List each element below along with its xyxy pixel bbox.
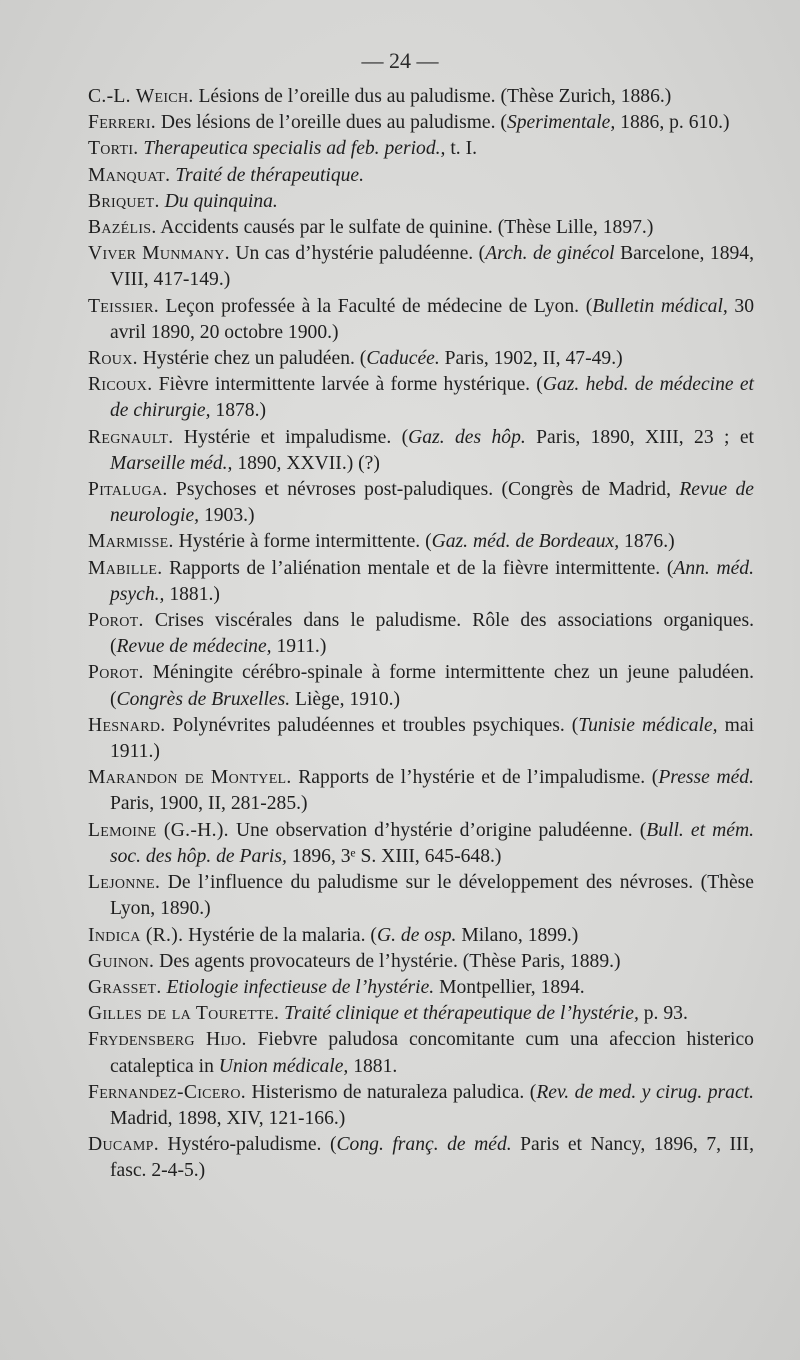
entry-author: Regnault.: [88, 426, 174, 448]
bibliography-entry: [88, 294, 754, 346]
entry-text: Hystérie et impaludisme. (: [173, 426, 409, 448]
bibliography-entry: [88, 346, 754, 372]
bibliography-list: [88, 84, 754, 1185]
bibliography-entry: [88, 765, 754, 817]
entry-title: Tunisie médicale,: [578, 714, 718, 736]
entry-text: Paris, 1902, II, 47-49.): [439, 348, 623, 370]
entry-author: Ferreri.: [88, 112, 156, 134]
entry-title: Gaz. hebd. de médecine et de chirurgie,: [110, 374, 754, 422]
entry-text: Hystérie de la malaria. (: [183, 924, 377, 946]
bibliography-entry: [88, 1080, 754, 1132]
entry-text: Hystérie à forme intermittente. (: [173, 531, 432, 553]
entry-author: Porot.: [88, 610, 144, 632]
bibliography-entry: [88, 975, 754, 1001]
bibliography-entry: [88, 136, 754, 162]
entry-text: Hystérie chez un paludéen. (: [137, 348, 367, 370]
entry-text: 1911.): [271, 636, 327, 658]
entry-text: Rapports de l’aliénation mentale et de la fièvre intermittente. (: [162, 557, 674, 579]
entry-title: G. de osp.: [376, 924, 457, 946]
entry-text: Crises viscérales dans le paludisme. Rôle des associations organiques. (: [110, 610, 754, 658]
entry-text: 1881.: [348, 1055, 398, 1077]
entry-author: Lejonne.: [88, 872, 161, 894]
entry-title: Cong. franç. de méd.: [336, 1134, 512, 1156]
entry-text: mai 1911.): [110, 714, 755, 763]
bibliography-entry: [88, 110, 754, 136]
entry-author: Torti.: [88, 138, 139, 160]
entry-author: Teissier.: [88, 295, 159, 317]
bibliography-entry: [88, 215, 754, 241]
entry-text: 1886, p. 610.): [615, 112, 730, 134]
entry-text: Fiebvre paludosa concomitante cum una afeccion histerico cataleptica in: [110, 1029, 754, 1077]
entry-title: Ann. méd. psych.,: [110, 557, 754, 605]
bibliography-entry: [88, 608, 754, 660]
bibliography-entry: [88, 372, 754, 424]
entry-text: Accidents causés par le sulfate de quinine. (Thèse Lille, 1897.): [156, 217, 654, 239]
entry-author: Ducamp.: [88, 1134, 159, 1156]
entry-title: Gaz. des hôp.: [408, 426, 526, 448]
bibliography-entry: [88, 870, 754, 922]
entry-text: Barcelone, 1894, VIII, 417-149.): [110, 243, 754, 291]
entry-text: Paris, 1890, XIII, 23 ; et: [525, 426, 754, 448]
bibliography-entry: [88, 189, 754, 215]
entry-text: 1881.): [164, 583, 220, 605]
entry-text: Paris, 1900, II, 281-285.): [110, 793, 308, 815]
entry-author: Grasset.: [88, 976, 162, 998]
entry-text: 1876.): [619, 531, 675, 553]
entry-text: Rapports de l’hystérie et de l’impaludisme. (: [291, 767, 659, 789]
entry-text: 30 avril 1890, 20 octobre 1900.): [110, 295, 755, 343]
entry-text: Psychoses et névroses post-paludiques. (Congrès de Madrid,: [167, 479, 680, 501]
entry-author: Frydensberg Hijo.: [88, 1029, 247, 1051]
entry-title: Bulletin médical,: [592, 295, 728, 317]
entry-title: Congrès de Bruxelles.: [116, 688, 291, 710]
entry-title: Etiologie infectieuse de l’hystérie.: [166, 976, 435, 998]
bibliography-entry: [88, 1132, 754, 1184]
entry-author: Pitaluga.: [88, 479, 168, 501]
entry-author: Viver Munmany.: [88, 243, 230, 265]
bibliography-entry: [88, 1027, 754, 1079]
entry-text: 1890, XXVII.) (?): [232, 452, 380, 474]
bibliography-entry: [88, 660, 754, 712]
entry-text: Milano, 1899.): [456, 924, 579, 946]
bibliography-entry: [88, 556, 754, 608]
entry-title: Du quinquina.: [164, 190, 278, 212]
entry-title: Presse méd.: [658, 767, 755, 789]
entry-text: p. 93.: [638, 1003, 688, 1025]
entry-title: Caducée.: [366, 348, 440, 370]
bibliography-entry: [88, 425, 754, 477]
entry-author: Manquat.: [88, 164, 171, 186]
entry-text: De l’influence du paludisme sur le développement des névroses. (Thèse Lyon, 1890.): [110, 872, 754, 920]
entry-title: Sperimentale,: [506, 112, 616, 134]
entry-author: Fernandez-Cicero.: [88, 1081, 246, 1103]
entry-author: Marmisse.: [88, 531, 174, 553]
entry-author: Briquet.: [88, 190, 160, 212]
bibliography-entry: [88, 241, 754, 293]
entry-text: Paris et Nancy, 1896, 7, III, fasc. 2-4-5.): [110, 1134, 754, 1182]
entry-text: Des agents provocateurs de l’hystérie. (Thèse Paris, 1889.): [154, 950, 621, 972]
entry-title: Rev. de med. y cirug. pract.: [536, 1081, 754, 1103]
entry-author: Lemoine (G.-H.).: [88, 819, 229, 841]
entry-title: Traité de thérapeutique.: [175, 164, 365, 186]
entry-title: Gaz. méd. de Bordeaux,: [431, 531, 620, 553]
entry-author: Gilles de la Tourette.: [88, 1003, 280, 1025]
entry-author: Indica (R.).: [88, 924, 184, 946]
entry-author: Hesnard.: [88, 714, 166, 736]
bibliography-entry: [88, 84, 754, 110]
entry-title: Traité clinique et thérapeutique de l’hystérie,: [284, 1003, 639, 1025]
entry-text: Liège, 1910.): [290, 688, 401, 710]
entry-author: Guinon.: [88, 950, 155, 972]
bibliography-entry: [88, 477, 754, 529]
entry-text: Hystéro-paludisme. (: [158, 1134, 337, 1156]
entry-title: Union médicale,: [218, 1055, 349, 1077]
entry-text: Des lésions de l’oreille dues au paludisme. (: [155, 112, 507, 134]
entry-text: Un cas d’hystérie paludéenne. (: [229, 243, 486, 265]
entry-title: Revue de médecine,: [116, 636, 272, 658]
entry-title: Arch. de ginécol: [485, 243, 615, 265]
entry-text: Montpellier, 1894.: [434, 976, 585, 998]
bibliography-entry: [88, 163, 754, 189]
entry-text: Lésions de l’oreille dus au paludisme. (Thèse Zurich, 1886.): [193, 86, 672, 107]
entry-text: Méningite cérébro-spinale à forme intermittente chez un jeune paludéen. (: [110, 662, 754, 710]
entry-text: t. I.: [445, 138, 477, 160]
page-number: — 24 —: [361, 48, 439, 73]
entry-author: Bazélis.: [88, 217, 157, 239]
entry-text: 1896, 3ᵉ S. XIII, 645-648.): [286, 845, 502, 867]
entry-author: Marandon de Montyel.: [88, 767, 292, 789]
bibliography-entry: [88, 713, 754, 765]
entry-text: Fièvre intermittente larvée à forme hystérique. (: [152, 374, 543, 396]
bibliography-entry: [88, 529, 754, 555]
entry-text: Madrid, 1898, XIV, 121-166.): [110, 1107, 346, 1129]
entry-title: Revue de neurologie,: [110, 479, 755, 527]
entry-title: Marseille méd.,: [110, 452, 233, 474]
bibliography-entry: [88, 949, 754, 975]
bibliography-entry: [88, 1001, 754, 1027]
entry-author: Ricoux.: [88, 374, 153, 396]
entry-author: C.-L. Weich.: [88, 86, 194, 107]
entry-author: Roux.: [88, 348, 138, 370]
entry-title: Bull. et mém. soc. des hôp. de Paris,: [110, 819, 754, 867]
entry-text: 1903.): [199, 505, 255, 527]
entry-title: Therapeutica specialis ad feb. period.,: [143, 138, 446, 160]
entry-text: 1878.): [210, 400, 267, 422]
entry-text: Une observation d’hystérie d’origine paludéenne. (: [228, 819, 647, 841]
entry-text: Leçon professée à la Faculté de médecine de Lyon. (: [158, 295, 593, 317]
entry-text: Histerismo de naturaleza paludica. (: [245, 1081, 537, 1103]
entry-author: Mabille.: [88, 557, 163, 579]
entry-author: Porot.: [88, 662, 144, 684]
entry-text: Polynévrites paludéennes et troubles psychiques. (: [165, 714, 579, 736]
bibliography-entry: [88, 818, 754, 870]
bibliography-entry: [88, 923, 754, 949]
